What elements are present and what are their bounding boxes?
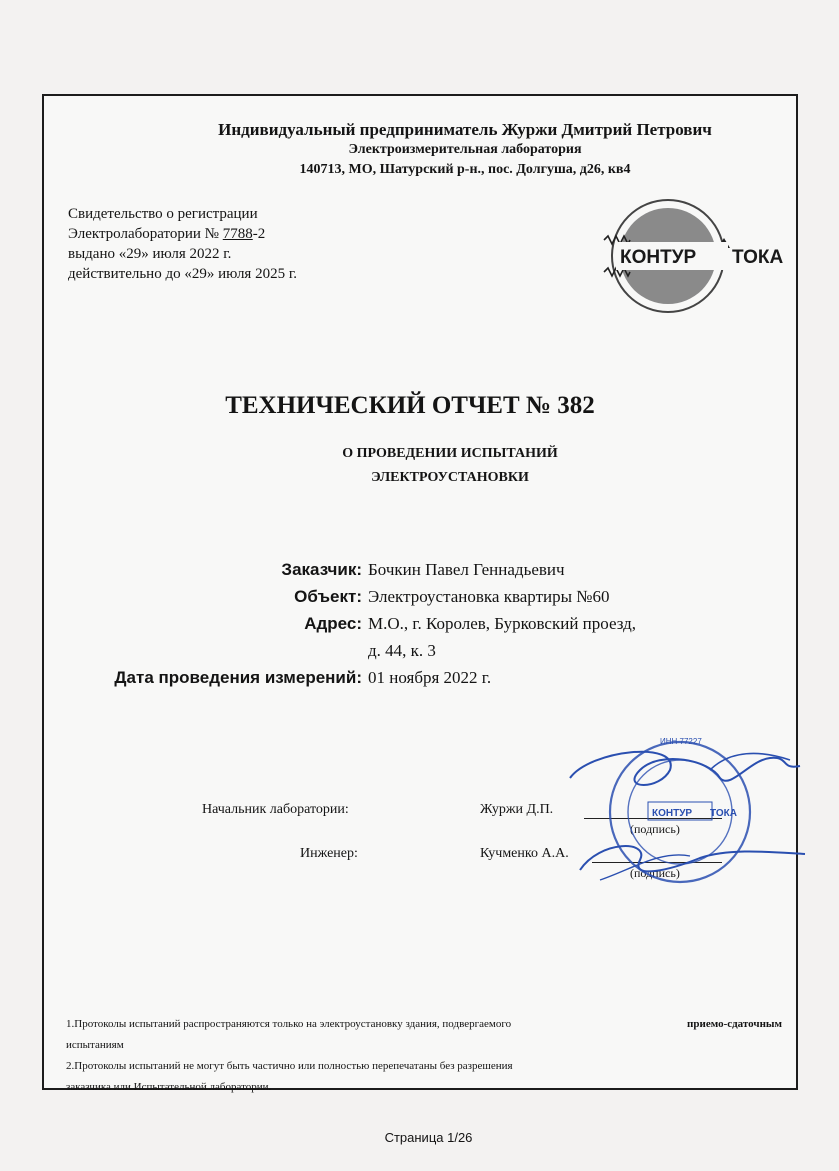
- stamp-text-left: КОНТУР: [652, 808, 693, 819]
- field-value: Бочкин Павел Геннадьевич: [368, 560, 565, 579]
- logo-text-left: КОНТУР: [620, 247, 697, 268]
- registration-certificate: [68, 204, 297, 284]
- signature-line-engineer: [592, 862, 722, 863]
- note-1-right: приемо-сдаточным: [687, 1018, 782, 1030]
- stamp-text-right: ТОКА: [710, 808, 737, 819]
- field-label: Объект:: [294, 587, 362, 606]
- note-1-cont: испытаниям: [66, 1039, 124, 1051]
- signature-caption-engineer: (подпись): [630, 866, 680, 880]
- report-subtitle-1: О ПРОВЕДЕНИИ ИСПЫТАНИЙ: [342, 446, 558, 461]
- cert-line-3: выдано «29» июля 2022 г.: [68, 246, 232, 262]
- field-label: Заказчик:: [281, 560, 362, 579]
- kontur-toka-logo: [600, 196, 790, 316]
- cert-line-2: Электролаборатории № 7788-2: [68, 226, 266, 242]
- signature-name-head: Журжи Д.П.: [480, 802, 554, 817]
- field-value: Электроустановка квартиры №60: [368, 587, 610, 606]
- report-title: ТЕХНИЧЕСКИЙ ОТЧЕТ № 382: [225, 392, 595, 419]
- document-frame: [42, 94, 798, 1093]
- notes: [66, 1014, 782, 1098]
- lab-address: 140713, МО, Шатурский р-н., пос. Долгуша, д26, кв4: [299, 162, 631, 177]
- note-2-cont: заказчика или Испытательной лаборатории.: [66, 1081, 272, 1093]
- logo-text-right: ТОКА: [732, 247, 784, 268]
- signature-caption-head: (подпись): [630, 822, 680, 836]
- signature-name-engineer: Кучменко А.А.: [480, 846, 569, 861]
- signature-role-engineer: Инженер:: [300, 846, 358, 861]
- field-value: М.О., г. Королев, Бурковский проезд,: [368, 614, 637, 633]
- cert-line-1: Свидетельство о регистрации: [68, 206, 258, 222]
- page-number: Страница 1/26: [384, 1130, 473, 1145]
- lab-name: Электроизмерительная лаборатория: [348, 142, 582, 157]
- org-name: Индивидуальный предприниматель Журжи Дмитрий Петрович: [218, 120, 712, 139]
- note-2: 2.Протоколы испытаний не могут быть частично или полностью перепечатаны без разрешения: [66, 1060, 513, 1072]
- cert-number: 7788: [222, 226, 253, 242]
- cert-line-4: действительно до «29» июля 2025 г.: [68, 266, 298, 282]
- stamp-inn: ИНН 77227: [660, 737, 702, 746]
- field-label: Дата проведения измерений:: [114, 668, 362, 687]
- note-1: 1.Протоколы испытаний распространяются только на электроустановку здания, подвергаемого приемо-сдаточным: [66, 1014, 782, 1035]
- report-subtitle-2: ЭЛЕКТРОУСТАНОВКИ: [371, 470, 529, 485]
- field-value: 01 ноября 2022 г.: [368, 668, 492, 687]
- signature-role-head: Начальник лаборатории:: [202, 802, 349, 817]
- field-value: д. 44, к. 3: [368, 641, 436, 660]
- signature-line-head: [584, 818, 722, 819]
- field-label: Адрес:: [304, 614, 362, 633]
